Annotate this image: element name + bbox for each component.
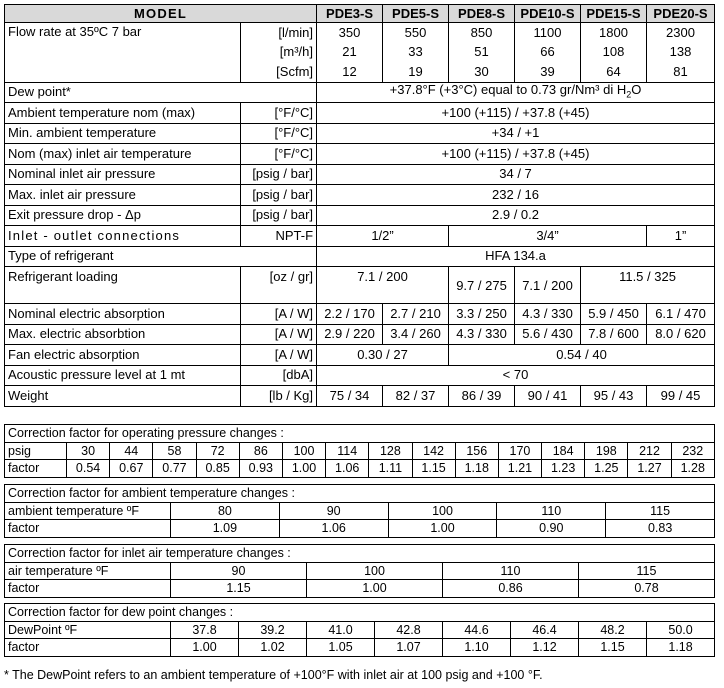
dew-point-value: 48.2 [579,621,647,639]
temperature-value: 90 [171,562,307,580]
factor-value: 1.11 [369,460,412,478]
factor-value: 1.02 [239,639,307,657]
value: 350 [317,23,383,43]
pressure-correction-title: Correction factor for operating pressure changes : [5,425,715,443]
value: 1/2” [317,226,449,247]
temperature-value: 100 [307,562,443,580]
pressure-value: 44 [110,442,153,460]
row-label: factor [5,520,171,538]
temperature-value: 90 [279,502,388,520]
value: 5.9 / 450 [581,304,647,325]
model-name: PDE20-S [647,5,715,23]
factor-value: 0.77 [153,460,196,478]
value: 138 [647,43,715,63]
factor-value: 1.15 [412,460,455,478]
value: 7.1 / 200 [317,267,449,304]
factor-value: 0.83 [606,520,715,538]
unit: [Scfm] [241,62,317,82]
factor-value: 0.78 [579,580,715,598]
unit: [A / W] [241,324,317,345]
value: 33 [383,43,449,63]
max-absorption-label: Max. electric absorbtion [5,324,241,345]
value: 1” [647,226,715,247]
unit: [psig / bar] [241,205,317,226]
value: 2.9 / 0.2 [317,205,715,226]
pressure-value: 232 [671,442,714,460]
ambient-nom-label: Ambient temperature nom (max) [5,103,241,124]
model-name: PDE10-S [515,5,581,23]
factor-value: 1.18 [455,460,498,478]
value: 30 [449,62,515,82]
dew-point-correction-table [4,603,715,657]
pressure-correction-table [4,424,715,478]
flow-rate-label: Flow rate at 35ºC 7 bar [5,23,241,83]
factor-value: 1.06 [326,460,369,478]
factor-value: 1.09 [171,520,280,538]
unit: [psig / bar] [241,185,317,206]
nominal-absorption-label: Nominal electric absorption [5,304,241,325]
value: 2.9 / 220 [317,324,383,345]
factor-value: 0.54 [67,460,110,478]
value: HFA 134.a [317,246,715,267]
row-label: factor [5,639,171,657]
value: 108 [581,43,647,63]
factor-value: 1.05 [307,639,375,657]
spec-table [4,4,715,407]
value: 8.0 / 620 [647,324,715,345]
value: 232 / 16 [317,185,715,206]
value: 90 / 41 [515,386,581,407]
row-label: ambient temperature ºF [5,502,171,520]
unit: [°F/°C] [241,123,317,144]
value: 0.30 / 27 [317,345,449,366]
ambient-min-label: Min. ambient temperature [5,123,241,144]
model-name: PDE15-S [581,5,647,23]
row-label: DewPoint ºF [5,621,171,639]
value: 4.3 / 330 [449,324,515,345]
unit: [psig / bar] [241,164,317,185]
value: 1800 [581,23,647,43]
value: 99 / 45 [647,386,715,407]
unit: [lb / Kg] [241,386,317,407]
value: 7.1 / 200 [515,267,581,304]
factor-value: 1.06 [279,520,388,538]
pressure-value: 100 [282,442,325,460]
unit: [m³/h] [241,43,317,63]
acoustic-label: Acoustic pressure level at 1 mt [5,365,241,386]
unit: [A / W] [241,345,317,366]
model-name: PDE8-S [449,5,515,23]
value: 2300 [647,23,715,43]
pressure-value: 184 [542,442,585,460]
footnote: * The DewPoint refers to an ambient temperature of +100°F with inlet air at 100 psig and +100 °F. [4,668,543,682]
dew-point-value: +37.8°F (+3°C) equal to 0.73 gr/Nm³ di $H_2O$ [317,82,715,103]
factor-value: 1.10 [443,639,511,657]
dew-point-label: Dew point* [5,82,317,103]
factor-value: 1.12 [511,639,579,657]
connections-label: Inlet - outlet connections [5,226,241,247]
value: 3.3 / 250 [449,304,515,325]
value: 11.5 / 325 [581,267,715,304]
value: 82 / 37 [383,386,449,407]
inlet-pressure-label: Nominal inlet air pressure [5,164,241,185]
dew-point-value: 42.8 [375,621,443,639]
unit: [dbA] [241,365,317,386]
pressure-value: 58 [153,442,196,460]
max-pressure-label: Max. inlet air pressure [5,185,241,206]
temperature-value: 115 [579,562,715,580]
inlet-temp-label: Nom (max) inlet air temperature [5,144,241,165]
pressure-value: 128 [369,442,412,460]
ambient-correction-table [4,484,715,538]
value: 39 [515,62,581,82]
factor-value: 1.18 [647,639,715,657]
dew-point-value: 39.2 [239,621,307,639]
value: 12 [317,62,383,82]
value: 4.3 / 330 [515,304,581,325]
factor-value: 1.00 [388,520,497,538]
ref-loading-label: Refrigerant loading [5,267,241,304]
unit: [l/min] [241,23,317,43]
factor-value: 1.23 [542,460,585,478]
value: +100 (+115) / +37.8 (+45) [317,103,715,124]
temperature-value: 110 [497,502,606,520]
pressure-value: 142 [412,442,455,460]
factor-value: 1.00 [171,639,239,657]
pressure-value: 170 [498,442,541,460]
row-label: psig [5,442,67,460]
unit: [oz / gr] [241,267,317,304]
model-name: PDE3-S [317,5,383,23]
value: < 70 [317,365,715,386]
unit: NPT-F [241,226,317,247]
row-label: factor [5,460,67,478]
factor-value: 1.00 [282,460,325,478]
unit: [°F/°C] [241,103,317,124]
value: 550 [383,23,449,43]
unit: [°F/°C] [241,144,317,165]
inlet-correction-title: Correction factor for inlet air temperature changes : [5,545,715,563]
temperature-value: 100 [388,502,497,520]
value: 3.4 / 260 [383,324,449,345]
value: 1100 [515,23,581,43]
model-name: PDE5-S [383,5,449,23]
value: 7.8 / 600 [581,324,647,345]
model-header: MODEL [5,5,317,23]
temperature-value: 110 [443,562,579,580]
value: 0.54 / 40 [449,345,715,366]
dew-point-value: 50.0 [647,621,715,639]
row-label: air temperature ºF [5,562,171,580]
refrigerant-label: Type of refrigerant [5,246,317,267]
value: 3/4” [449,226,647,247]
factor-value: 1.27 [628,460,671,478]
dew-point-value: 41.0 [307,621,375,639]
factor-value: 1.15 [579,639,647,657]
dew-point-correction-title: Correction factor for dew point changes : [5,604,715,622]
factor-value: 0.90 [497,520,606,538]
weight-label: Weight [5,386,241,407]
value: 34 / 7 [317,164,715,185]
pressure-value: 30 [67,442,110,460]
pressure-value: 156 [455,442,498,460]
value: 2.2 / 170 [317,304,383,325]
temperature-value: 80 [171,502,280,520]
row-label: factor [5,580,171,598]
factor-value: 0.85 [196,460,239,478]
value: 850 [449,23,515,43]
value: 81 [647,62,715,82]
factor-value: 1.07 [375,639,443,657]
factor-value: 0.93 [239,460,282,478]
value: 6.1 / 470 [647,304,715,325]
value: 5.6 / 430 [515,324,581,345]
temperature-value: 115 [606,502,715,520]
value: 51 [449,43,515,63]
ambient-correction-title: Correction factor for ambient temperature changes : [5,485,715,503]
exit-drop-label: Exit pressure drop - Δp [5,205,241,226]
dew-point-value: 37.8 [171,621,239,639]
value: +34 / +1 [317,123,715,144]
value: 64 [581,62,647,82]
dew-point-value: 46.4 [511,621,579,639]
value: 9.7 / 275 [449,267,515,304]
factor-value: 1.28 [671,460,714,478]
factor-value: 1.21 [498,460,541,478]
pressure-value: 72 [196,442,239,460]
inlet-correction-table [4,544,715,598]
value: 86 / 39 [449,386,515,407]
fan-absorption-label: Fan electric absorption [5,345,241,366]
value: 66 [515,43,581,63]
pressure-value: 114 [326,442,369,460]
factor-value: 1.00 [307,580,443,598]
pressure-value: 86 [239,442,282,460]
factor-value: 0.86 [443,580,579,598]
value: 2.7 / 210 [383,304,449,325]
pressure-value: 212 [628,442,671,460]
value: 21 [317,43,383,63]
value: 19 [383,62,449,82]
factor-value: 0.67 [110,460,153,478]
pressure-value: 198 [585,442,628,460]
unit: [A / W] [241,304,317,325]
value: 75 / 34 [317,386,383,407]
value: +100 (+115) / +37.8 (+45) [317,144,715,165]
dew-point-value: 44.6 [443,621,511,639]
factor-value: 1.15 [171,580,307,598]
value: 95 / 43 [581,386,647,407]
factor-value: 1.25 [585,460,628,478]
